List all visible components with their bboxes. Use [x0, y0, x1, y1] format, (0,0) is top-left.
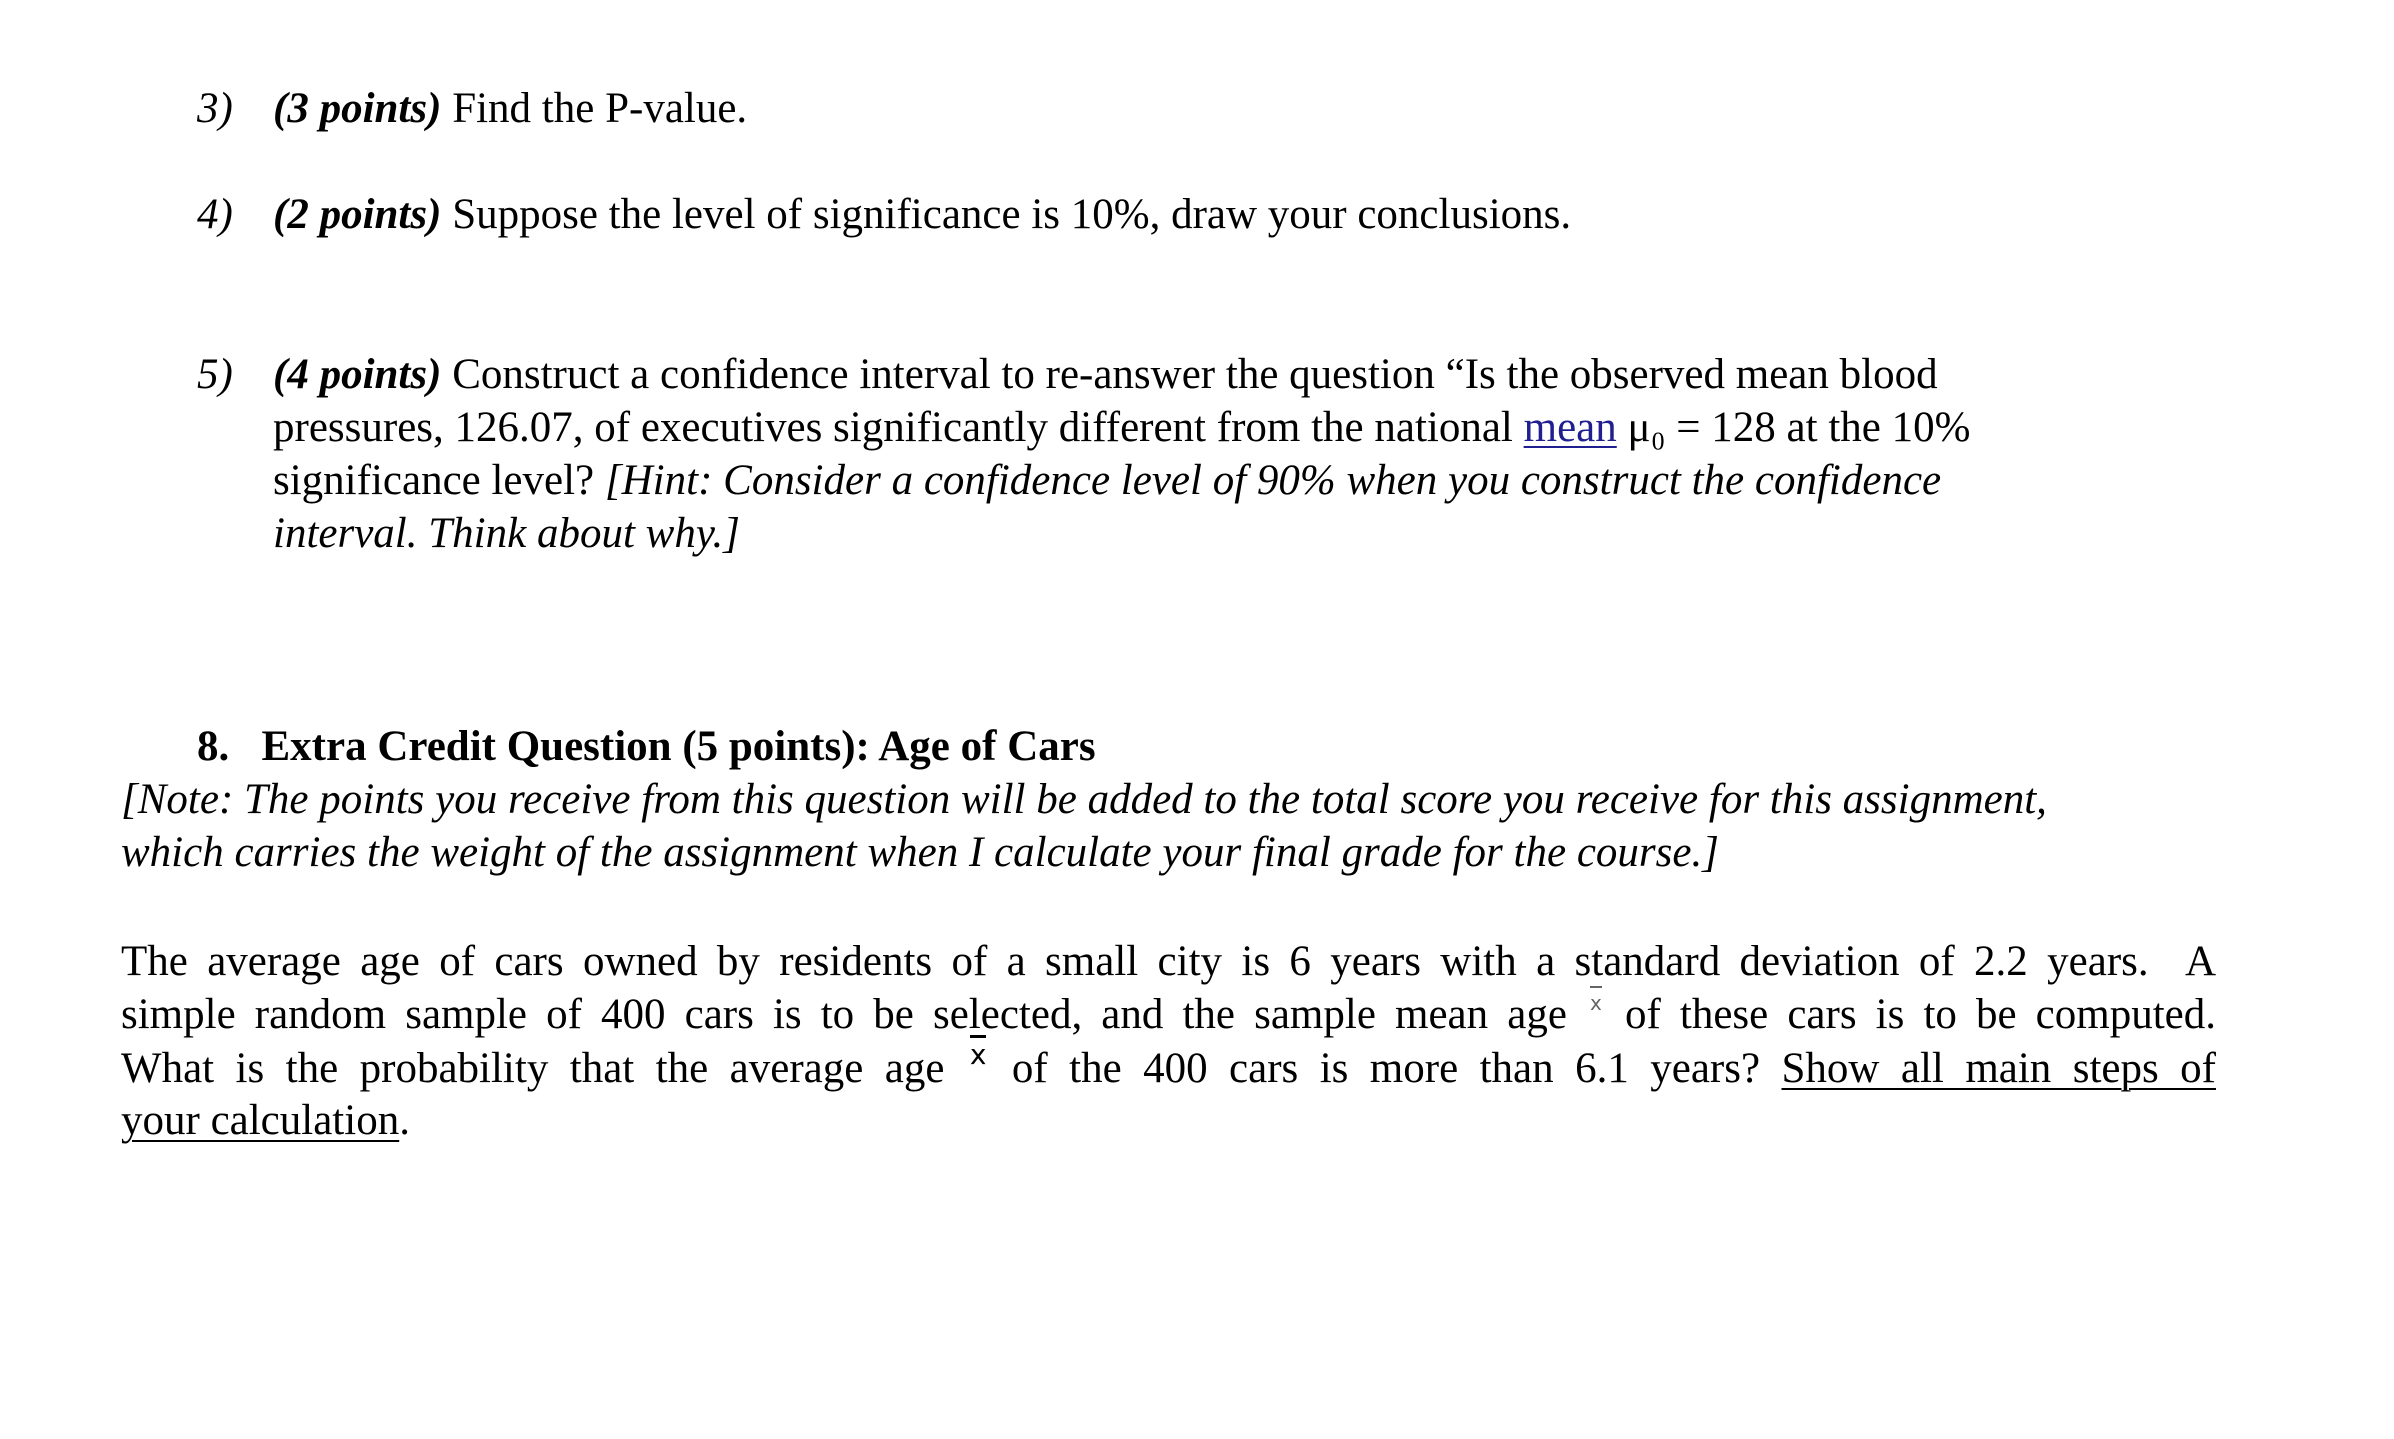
mean-link[interactable]: mean: [1523, 404, 1617, 451]
q8-body-line3-b: of the 400 cars is more than 6.1 years?: [990, 1045, 1782, 1092]
q8-body-line2-b: of these cars is to be computed.: [1605, 991, 2216, 1038]
xbar-symbol-faint: x: [1586, 989, 1606, 1017]
q4-points: (2 points): [273, 191, 442, 238]
q8-calculation-underlined: your calculation: [121, 1097, 400, 1144]
q8-heading: 8. Extra Credit Question (5 points): Age of Cars: [197, 723, 1096, 770]
q5-number: 5): [197, 351, 233, 398]
q5-line-4: interval. Think about why.]: [273, 510, 741, 557]
q5-line1-text: Construct a confidence interval to re-answer the question “Is the observed mean blood: [441, 351, 1938, 398]
q5-line2-text-b: μ₀ = 128 at the 10%: [1616, 404, 1971, 451]
q8-body-line-1: The average age of cars owned by residents of a small city is 6 years with a standard deviation of 2.2 years. A: [121, 938, 2216, 985]
q3-number: 3): [197, 85, 233, 132]
q5-line-3: [273, 455, 1941, 507]
q8-note-line-1: [Note: The points you receive from this question will be added to the total score you receive for this assignment,: [121, 776, 2047, 823]
q8-body-line-3: [121, 1038, 2216, 1094]
q8-body-line4-end: .: [399, 1097, 410, 1144]
q8-body-line3-a: What is the probability that the average age: [121, 1045, 966, 1092]
q4-number: 4): [197, 191, 233, 238]
q4-line: [273, 189, 1571, 241]
q5-points: (4 points): [273, 351, 442, 398]
q8-body-paragraph: [121, 935, 2216, 1147]
q5-line-2: [273, 402, 1970, 454]
q5-line3-text: significance level?: [273, 457, 605, 504]
q4-text: Suppose the level of significance is 10%, draw your conclusions.: [441, 191, 1572, 238]
q3-line: [273, 83, 747, 135]
q8-note-line-2: which carries the weight of the assignment when I calculate your final grade for the course.]: [121, 829, 1719, 876]
q3-points: (3 points): [273, 85, 442, 132]
q8-body-line2-a: simple random sample of 400 cars is to be selected, and the sample mean age: [121, 991, 1587, 1038]
q8-body-line-2: [121, 988, 2216, 1041]
q5-hint: [Hint: Consider a confidence level of 90% when you construct the confidence: [604, 457, 1942, 504]
q5-line2-text-a: pressures, 126.07, of executives significantly different from the national: [273, 404, 1524, 451]
q8-body-line-4: [121, 1094, 2216, 1147]
q8-show-steps-underlined: Show all main steps of: [1781, 1045, 2216, 1092]
xbar-symbol: x: [966, 1041, 991, 1069]
q5-line-1: [273, 349, 1938, 401]
q3-text: Find the P-value.: [441, 85, 748, 132]
